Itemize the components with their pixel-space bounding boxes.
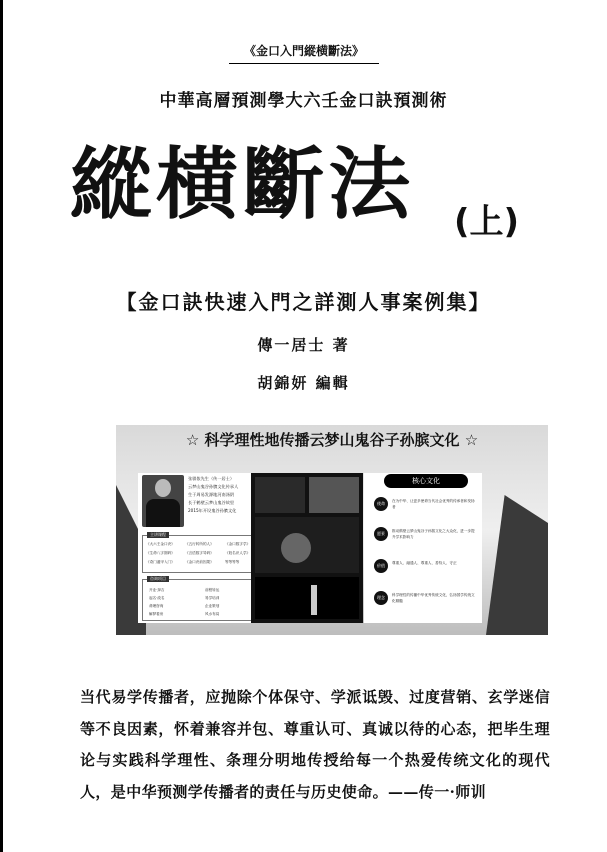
core-item: 愿景 推动鹤壁云梦山鬼谷子孙膑文化之大众化，进一步提升学术影响力 xyxy=(374,527,478,547)
promo-banner xyxy=(116,425,548,635)
main-title: 縱横斷法 xyxy=(70,140,415,230)
services-box: 咨询项目 开业·择吉 前程转运 起名·改名 易学培训 命理咨询 企业策划 解梦看房 风水布局 xyxy=(142,579,266,621)
banner-title: ☆ 科学理性地传播云梦山鬼谷子孙膑文化 ☆ xyxy=(185,431,479,449)
bio-text: 张骐侬先生（传一居士） 云梦山鬼谷孙膑文化传承人 生于周易发源地河南汤阴 长于鹤壁云梦山鬼谷故里 2015年开设鬼谷孙膑文化 xyxy=(188,476,239,513)
portrait-photo xyxy=(142,475,184,527)
author-line: 傳一居士 著 xyxy=(257,336,350,354)
core-item: 理念 科学理性的传播中华优秀传统文化，弘扬国学传统文化精髓 xyxy=(374,591,478,611)
event-photos xyxy=(251,473,363,623)
profile-panel xyxy=(138,473,268,623)
sub-heading: 【金口訣快速入門之詳測人事案例集】 xyxy=(116,290,491,314)
motto-paragraph: 当代易学传播者，应抛除个体保守、学派诋毁、过度营销、玄学迷信等不良因素，怀着兼容并包、尊重认可、真诚以待的心态，把毕生理论与实践科学理性、条理分明地传授给每一个热爱传统文化的现代人，是中华预测学传播者的责任与历史使命。——传一·师训 xyxy=(80,688,550,801)
core-item: 使命 在为中华、让更多使命当代社会优秀的传承者和发扬者 xyxy=(374,497,478,517)
editor-line: 胡錦妍 編輯 xyxy=(257,374,350,392)
core-culture-panel xyxy=(370,473,482,623)
core-culture-title: 核心文化 xyxy=(384,474,468,488)
courses-box: 主讲课程 《大六壬金口诀》 《五行转所的人》 《金口数字学》 《生命八字图码》 《言语数字导码》 《姓名识人学》 《奇门遁甲入门》 《金口诀前因果》 等等等等 xyxy=(142,535,266,573)
series-tag: 《金口入門縱横斷法》 xyxy=(229,41,379,64)
subtitle: 中華高層預測學大六壬金口訣預測術 xyxy=(159,91,448,111)
page-edge xyxy=(0,0,3,852)
core-item: 价值 尊重人、融通人、尊重人、善待人、守正 xyxy=(374,559,478,579)
volume-label: (上) xyxy=(454,202,520,242)
